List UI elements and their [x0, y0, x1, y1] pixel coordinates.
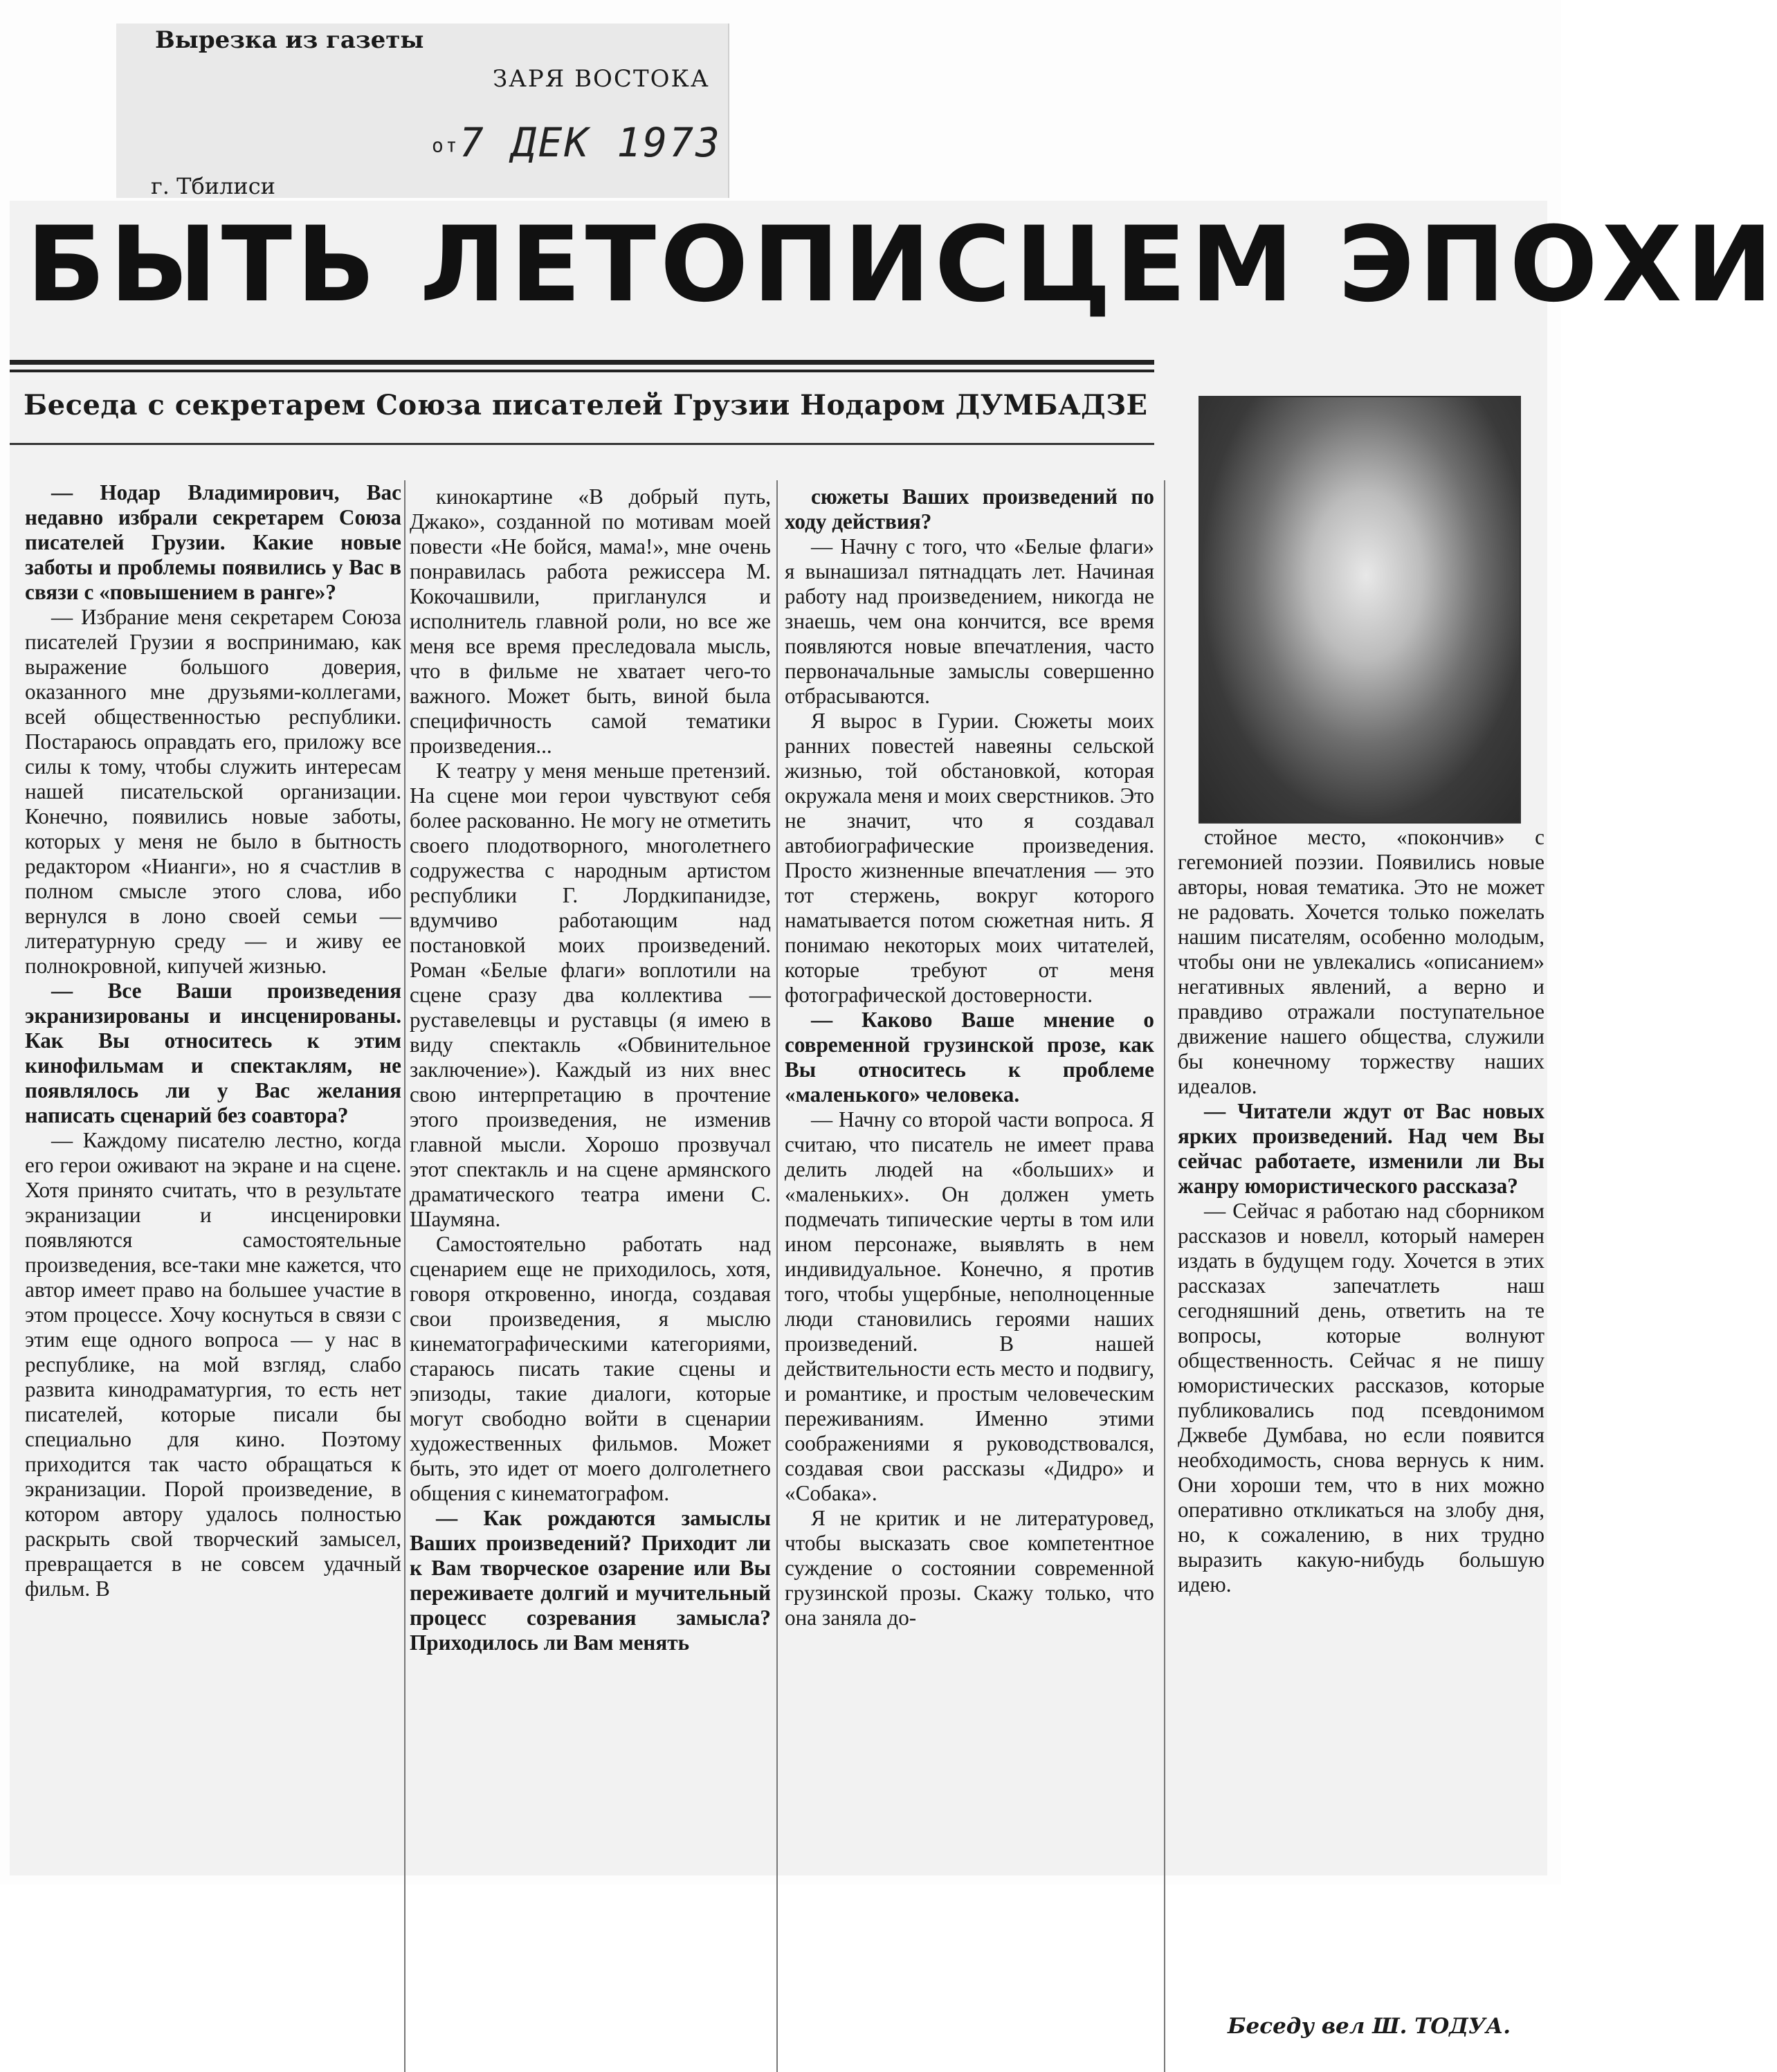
article-byline: Беседу вел Ш. ТОДУА.: [1228, 2014, 1511, 2039]
interview-question: — Читатели ждут от Вас новых ярких произведений. Над чем Вы сейчас работаете, изменили ли Вы жанру юмористического рассказа?: [1178, 1099, 1544, 1198]
interview-question: — Нодар Владимирович, Вас недавно избрали секретарем Союза писателей Грузии. Какие новые заботы и проблемы появились у Вас в связи с «повышением в ранге»?: [25, 480, 401, 604]
interview-answer: Самостоятельно работать над сценарием еще не приходилось, хотя, говоря откровенно, иногда, создавая свои произведения, я мыслю кинематографическими категориями, стараюсь писать такие сцены и эпизоды, такие диалоги, которые могут свободно войти в сценарии художественных фильмов. Может быть, это идет от моего долголетнего общения с кинематографом.: [410, 1232, 771, 1505]
interview-answer: — Избрание меня секретарем Союза писателей Грузии я воспринимаю, как выражение большого доверия, оказанного мне друзьями-коллегами, всей общественностью республики. Постараюсь оправдать его, приложу все силы к тому, чтобы служить интересам нашей писательской организации. Конечно, появились новые заботы, которых у меня не было в бытность редактором «Нианги», но я счастлив в полном смысле этого слова, ибо вернулся в лоно своей семьи — литературную среду — и живу ее полнокровной, кипучей жизнью.: [25, 605, 401, 978]
interview-answer: Я вырос в Гурии. Сюжеты моих ранних повестей навеяны сельской жизнью, той обстановкой, которая окружала меня и моих сверстников. Это не значит, что я создавал автобиографические произведения. Просто жизненные впечатления — это тот стержень, вокруг которого наматывается потом сюжетная нить. Я понимаю некоторых моих читателей, которые требуют от меня фотографической достоверности.: [785, 709, 1154, 1007]
interview-answer: Я не критик и не литературовед, чтобы высказать свое компетентное суждение о состоянии современной грузинской прозы. Скажу только, что она заняла до-: [785, 1506, 1154, 1630]
interview-answer: — Сейчас я работаю над сборником рассказов и новелл, который намерен издать в будущем году. Хочется в этих рассказах запечатлеть наш сегодняшний день, ответить на те вопросы, которые волнуют общественность. Сейчас я не пишу юмористических рассказов, которые публиковались под псевдонимом Джвебе Думбава, но если появится необходимость, снова вернусь к ним. Они хороши тем, что в них можно оперативно откликаться на злобу дня, но, к сожалению, в них трудно выразить какую-нибудь большую идею.: [1178, 1199, 1544, 1597]
date-value: 7 ДЕК 1973: [459, 119, 722, 166]
clipping-source-label: Вырезка из газеты: [155, 26, 424, 54]
interview-answer: стойное место, «покончив» с гегемонией поэзии. Появились новые авторы, новая тематика. Это не может не радовать. Хочется только пожелать нашим писателям, особенно молодым, чтобы они не увлекались «описанием» негативных явлений, а верно и правдиво отражали поступательное движение нашего общества, служили бы конечному торжеству наших идеалов.: [1178, 825, 1544, 1098]
subtitle-rule: [10, 443, 1154, 445]
interview-answer: К театру у меня меньше претензий. На сцене мои герои чувствуют себя более раскованно. Не могу не отметить своего плодотворного, многолетнего содружества с народным артистом республики Г. Лордкипанидзе, вдумчиво работающим над постановкой моих произведений. Роман «Белые флаги» воплотили на сцене сразу два коллектива — руставелевцы и руставцы (я имею в виду спектакль «Обвинительное заключение»). Каждый из них внес свою интерпретацию в прочтение этого произведения, не изменив главной мысли. Хорошо прозвучал этот спектакль и на сцене армянского драматического театра имени С. Шаумяна.: [410, 758, 771, 1231]
interview-answer: — Начну с того, что «Белые флаги» я вынашизал пятнадцать лет. Начиная работу над произведением, никогда не знаешь, чем она кончится, все время появляются новые впечатления, часто первоначальные замыслы совершенно отбрасываются.: [785, 534, 1154, 708]
interview-question: — Как рождаются замыслы Ваших произведений? Приходит ли к Вам творческое озарение или Вы переживаете долгий и мучительный процесс созревания замысла? Приходилось ли Вам менять: [410, 1506, 771, 1655]
article-column-3: [785, 484, 1154, 1630]
article-headline: БЫТЬ ЛЕТОПИСЦЕМ ЭПОХИ: [26, 205, 1777, 325]
interview-answer: — Начну со второй части вопроса. Я считаю, что писатель не имеет права делить людей на «больших» и «маленьких». Он должен уметь подмечать типические черты в том или ином персонаже, выявлять в нем индивидуальное. Конечно, я против того, чтобы ущербные, неполноценные люди становились героями наших произведений. В нашей действительности есть место и подвигу, и романтике, и простым человеческим переживаниям. Именно этими соображениями я руководствовался, создавая свои рассказы «Дидро» и «Собака».: [785, 1107, 1154, 1505]
article: [10, 201, 1777, 2039]
author-portrait-photo: [1199, 396, 1521, 824]
clipping-stamp: [116, 24, 729, 198]
interview-answer: кинокартине «В добрый путь, Джако», созданной по мотивам моей повести «Не бойся, мама!», мне очень понравилась работа режиссера М. Кокочашвили, пригланулся и исполнитель главной роли, но все же меня все время преследовала мысль, что в фильме не хватает чего-то важного. Может быть, виной была специфичность самой тематики произведения...: [410, 484, 771, 758]
interview-question: сюжеты Ваших произведений по ходу действия?: [785, 484, 1154, 534]
article-column-2: [410, 484, 771, 1655]
column-divider: [1164, 480, 1165, 2072]
headline-rule: [10, 360, 1154, 365]
article-column-1: [25, 480, 401, 1601]
column-divider: [404, 480, 405, 2072]
newspaper-name: ЗАРЯ ВОСТОКА: [493, 65, 710, 93]
article-subtitle: Беседа с секретарем Союза писателей Грузии Нодаром ДУМБАДЗЕ: [24, 389, 1148, 421]
column-divider: [776, 480, 778, 2072]
interview-question: — Все Ваши произведения экранизированы и инсценированы. Как Вы относитесь к этим кинофильмам и спектаклям, не появлялось ли у Вас желания написать сценарий без соавтора?: [25, 979, 401, 1127]
article-column-4: [1178, 825, 1544, 1597]
interview-question: — Каково Ваше мнение о современной грузинской прозе, как Вы относитесь к проблеме «маленького» человека.: [785, 1008, 1154, 1107]
clipping-city: г. Тбилиси: [151, 173, 275, 199]
headline-rule-thin: [10, 370, 1154, 372]
date-prefix: от: [432, 134, 459, 157]
interview-answer: — Каждому писателю лестно, когда его герои оживают на экране и на сцене. Хотя принято считать, что в результате экранизации и инсценировки появляются самостоятельные произведения, все-таки мне кажется, что автор имеет право на большее участие в этом процессе. Хочу коснуться в связи с этим еще одного вопроса — у нас в республике, на мой взгляд, слабо развита кинодраматургия, то есть нет писателей, которые писали бы специально для кино. Поэтому приходится так часто обращаться к экранизации. Порой произведение, в котором автору удалось полностью раскрыть свой творческий замысел, превращается в не совсем удачный фильм. В: [25, 1128, 401, 1601]
clipping-date: [432, 119, 722, 166]
